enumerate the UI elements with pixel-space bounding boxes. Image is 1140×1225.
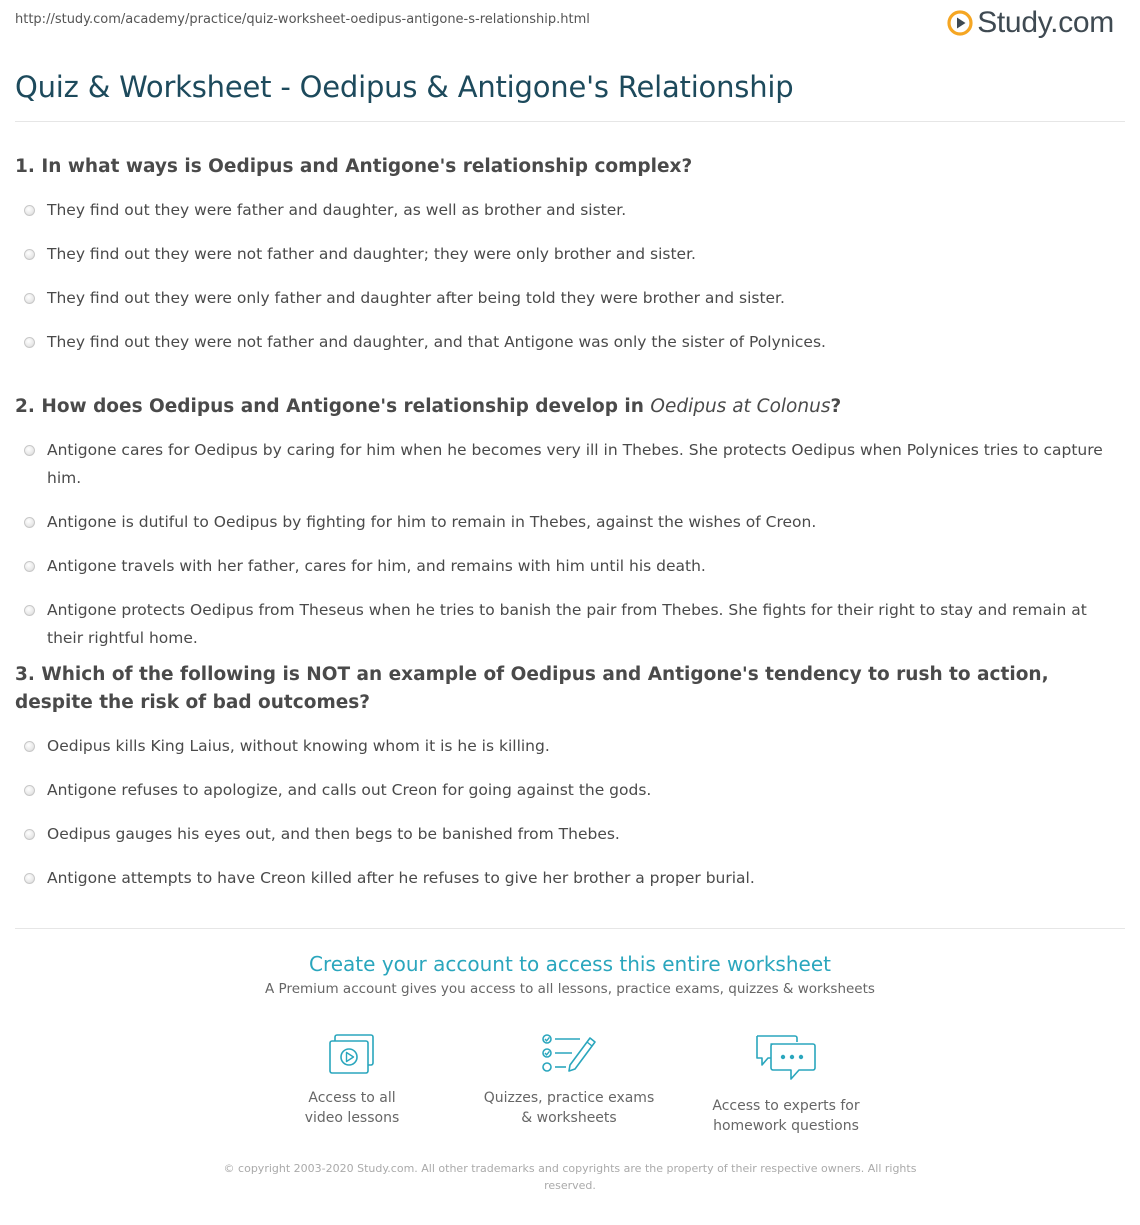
answer-option[interactable] [15, 552, 1125, 580]
radio-button[interactable] [24, 293, 35, 304]
page-url[interactable]: http://study.com/academy/practice/quiz-worksheet-oedipus-antigone-s-relationship.html [15, 12, 590, 27]
answer-option[interactable] [15, 284, 1125, 312]
answer-text: They find out they were not father and daughter; they were only brother and sister. [47, 245, 696, 263]
answer-text: Antigone is dutiful to Oedipus by fighting for him to remain in Thebes, against the wishes of Creon. [47, 513, 817, 531]
answer-option[interactable] [15, 328, 1125, 356]
question-2-mark: ? [830, 396, 842, 417]
quiz-checklist-icon [540, 1032, 598, 1076]
feature-video-lessons-label [252, 1088, 452, 1128]
cta-divider [15, 928, 1125, 929]
question-1: 1. In what ways is Oedipus and Antigone's relationship complex? [15, 156, 693, 177]
answer-text: They find out they were only father and daughter after being told they were brother and sister. [47, 289, 785, 307]
radio-button[interactable] [24, 249, 35, 260]
question-3: 3. Which of the following is NOT an example of Oedipus and Antigone's tendency to rush to action, despite the risk of bad outcomes? [15, 664, 1049, 713]
answer-option[interactable] [15, 240, 1125, 268]
radio-button[interactable] [24, 785, 35, 796]
title-divider [15, 121, 1125, 122]
top-bar [0, 0, 1140, 48]
answer-text: Antigone refuses to apologize, and calls out Creon for going against the gods. [47, 781, 652, 799]
answer-text: They find out they were father and daughter, as well as brother and sister. [47, 201, 627, 219]
feature-experts-label [686, 1096, 886, 1136]
radio-button[interactable] [24, 605, 35, 616]
feature-line-1: Access to all [308, 1090, 396, 1106]
radio-button[interactable] [24, 741, 35, 752]
play-circle-icon [947, 10, 973, 36]
answers-1 [15, 196, 1125, 372]
study-logo[interactable] [947, 6, 1114, 40]
feature-line-2: video lessons [304, 1110, 400, 1126]
answer-option[interactable] [15, 596, 1125, 652]
chat-experts-icon [754, 1032, 818, 1084]
cta-title[interactable]: Create your account to access this entire worksheet [309, 952, 831, 976]
feature-quizzes[interactable] [469, 1032, 669, 1128]
feature-line-2: homework questions [713, 1118, 859, 1134]
answer-text: Antigone cares for Oedipus by caring for him when he becomes very ill in Thebes. She protects Oedipus when Polynices tries to capture him. [47, 441, 1103, 487]
page-title: Quiz & Worksheet - Oedipus & Antigone's Relationship [15, 70, 794, 104]
radio-button[interactable] [24, 829, 35, 840]
logo-text: Study.com [977, 6, 1114, 39]
feature-line-1: Quizzes, practice exams [483, 1090, 655, 1106]
feature-quizzes-label [469, 1088, 669, 1128]
answer-option[interactable] [15, 732, 1125, 760]
radio-button[interactable] [24, 445, 35, 456]
radio-button[interactable] [24, 337, 35, 348]
answer-text: Oedipus kills King Laius, without knowing whom it is he is killing. [47, 737, 550, 755]
question-2 [15, 393, 1115, 421]
question-2-work-title: Oedipus at Colonus [650, 396, 831, 417]
answer-option[interactable] [15, 820, 1125, 848]
answer-text: Antigone travels with her father, cares for him, and remains with him until his death. [47, 557, 706, 575]
answer-text: Oedipus gauges his eyes out, and then begs to be banished from Thebes. [47, 825, 620, 843]
feature-experts[interactable] [686, 1032, 886, 1136]
answer-option[interactable] [15, 864, 1125, 892]
answer-option[interactable] [15, 436, 1125, 492]
answer-text: They find out they were not father and daughter, and that Antigone was only the sister of Polynices. [47, 333, 826, 351]
radio-button[interactable] [24, 205, 35, 216]
answers-2 [15, 436, 1125, 668]
radio-button[interactable] [24, 873, 35, 884]
answer-text: Antigone protects Oedipus from Theseus when he tries to banish the pair from Thebes. She fights for their right to stay and remain at their rightful home. [47, 601, 1087, 647]
answers-3 [15, 732, 1125, 908]
cta-subtitle: A Premium account gives you access to all lessons, practice exams, quizzes & worksheets [265, 981, 875, 997]
radio-button[interactable] [24, 517, 35, 528]
feature-line-1: Access to experts for [712, 1098, 860, 1114]
answer-option[interactable] [15, 508, 1125, 536]
question-2-text: 2. How does Oedipus and Antigone's relationship develop in [15, 396, 651, 417]
answer-option[interactable] [15, 776, 1125, 804]
answer-text: Antigone attempts to have Creon killed after he refuses to give her brother a proper burial. [47, 869, 755, 887]
feature-video-lessons[interactable] [252, 1032, 452, 1128]
video-lessons-icon [326, 1032, 378, 1076]
radio-button[interactable] [24, 561, 35, 572]
footer-copyright: © copyright 2003-2020 Study.com. All other trademarks and copyrights are the property of their respective owners. All rights reserved. [223, 1162, 917, 1192]
answer-option[interactable] [15, 196, 1125, 224]
feature-line-2: & worksheets [521, 1110, 617, 1126]
